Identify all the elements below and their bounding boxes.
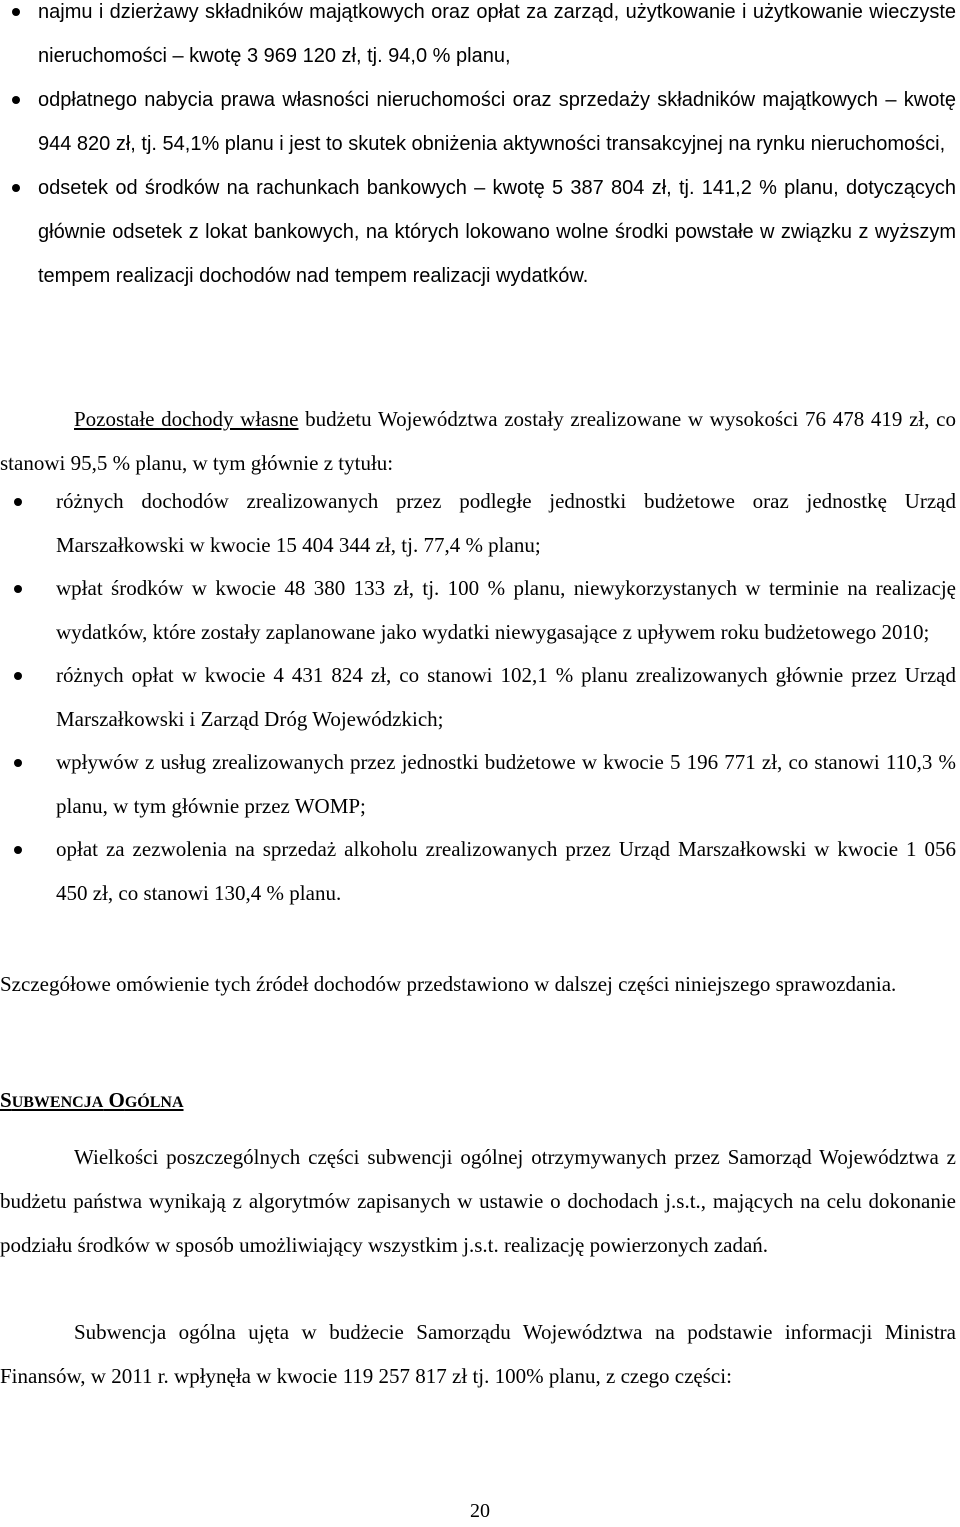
bullet-icon (14, 585, 22, 593)
other-income-term: Pozostałe dochody własne (74, 407, 299, 431)
list-item-text: wpływów z usług zrealizowanych przez jednostki budżetowe w kwocie 5 196 771 zł, co stanowi 110,3 % planu, w tym głównie przez WOMP; (56, 750, 956, 818)
list-item (0, 166, 960, 298)
income-sources-list (0, 0, 960, 298)
list-item (0, 78, 960, 166)
list-item (0, 654, 960, 741)
other-income-list (0, 480, 960, 915)
list-item-text: odsetek od środków na rachunkach bankowych – kwotę 5 387 804 zł, tj. 141,2 % planu, dotyczących głównie odsetek z lokat bankowych, na których lokowano wolne środki powstałe w związku z wyższym tempem realizacji dochodów nad tempem realizacji wydatków. (38, 177, 956, 287)
list-item (0, 741, 960, 828)
other-income-text: budżetu Województwa zostały zrealizowane w wysokości 76 478 419 zł, co stanowi 95,5 % planu, w tym głównie z tytułu: (0, 407, 956, 475)
bullet-icon (14, 672, 22, 680)
heading-initial: S (0, 1088, 12, 1112)
heading-rest: UBWENCJA (11, 1094, 104, 1111)
subsidy-paragraph-1: Wielkości poszczególnych części subwencji ogólnej otrzymywanych przez Samorząd Województwa z budżetu państwa wynikają z algorytmów zapisanych w ustawie o dochodach j.s.t., mających na celu dokonanie podziału środków w sposób umożliwiający wszystkim j.s.t. realizację powierzonych zadań. (0, 1145, 956, 1257)
list-item (0, 828, 960, 915)
list-item (0, 480, 960, 567)
list-item-text: wpłat środków w kwocie 48 380 133 zł, tj. 100 % planu, niewykorzystanych w terminie na realizację wydatków, które zostały zaplanowane jako wydatki niewygasające z upływem roku budżetowego 2010; (56, 576, 956, 644)
other-income-paragraph (0, 397, 956, 485)
heading-initial: O (108, 1088, 125, 1112)
list-item-text: najmu i dzierżawy składników majątkowych oraz opłat za zarząd, użytkowanie i użytkowanie wieczyste nieruchomości – kwotę 3 969 120 zł, tj. 94,0 % planu, (38, 1, 956, 67)
section-heading (0, 1080, 184, 1123)
list-item-text: różnych dochodów zrealizowanych przez podległe jednostki budżetowe oraz jednostkę Urząd Marszałkowski w kwocie 15 404 344 zł, tj. 77,4 % planu; (56, 489, 956, 557)
list-item-text: odpłatnego nabycia prawa własności nieruchomości oraz sprzedaży składników majątkowych – kwotę 944 820 zł, tj. 54,1% planu i jest to skutek obniżenia aktywności transakcyjnej na rynku nieruchomości, (38, 89, 956, 155)
bullet-icon (12, 96, 20, 104)
list-item-text: opłat za zezwolenia na sprzedaż alkoholu zrealizowanych przez Urząd Marszałkowski w kwocie 1 056 450 zł, co stanowi 130,4 % planu. (56, 837, 956, 905)
list-item-text: różnych opłat w kwocie 4 431 824 zł, co stanowi 102,1 % planu zrealizowanych głównie przez Urząd Marszałkowski i Zarząd Dróg Wojewódzkich; (56, 663, 956, 731)
bullet-icon (12, 184, 20, 192)
list-item (0, 567, 960, 654)
bullet-icon (12, 8, 20, 16)
list-item (0, 0, 960, 78)
heading-rest: GÓLNA (124, 1094, 184, 1111)
bullet-icon (14, 498, 22, 506)
page-number: 20 (470, 1500, 490, 1522)
details-note-paragraph: Szczegółowe omówienie tych źródeł dochodów przedstawiono w dalszej części niniejszego sprawozdania. (0, 972, 897, 996)
bullet-icon (14, 846, 22, 854)
subsidy-paragraph-2: Subwencja ogólna ujęta w budżecie Samorządu Województwa na podstawie informacji Ministra Finansów, w 2011 r. wpłynęła w kwocie 119 257 817 zł tj. 100% planu, z czego części: (0, 1320, 956, 1388)
bullet-icon (14, 759, 22, 767)
